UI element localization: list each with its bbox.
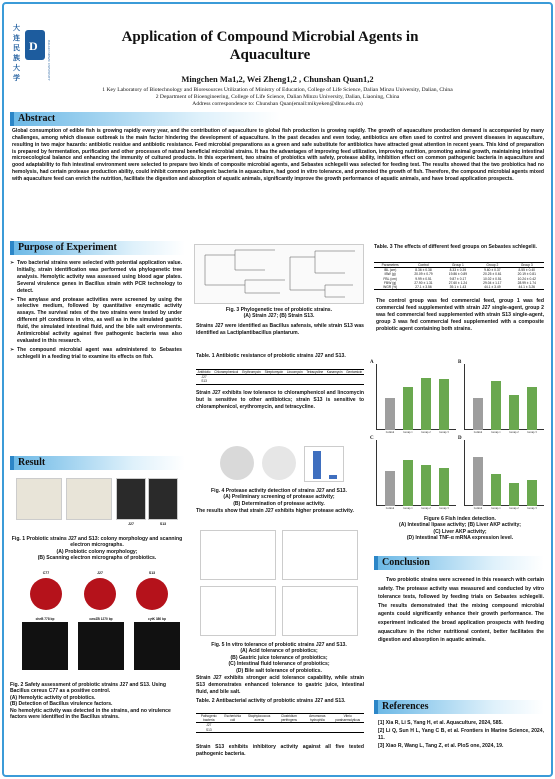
poster-title: Application of Compound Microbial Agents in Aquaculture: [121, 29, 419, 63]
table1: Antibiotic Chloramphenicol Erythromycin Streptomycin Lincomycin Tetracycline Kanamycin Gentamicin J27 S13: [197, 370, 363, 384]
table-header-cell: Kanamycin: [326, 370, 343, 374]
fig6-panel-c: [370, 436, 456, 510]
references-header: References: [374, 700, 544, 714]
fig6-bar: [473, 398, 483, 430]
fig6-bar: [385, 471, 395, 506]
fig2-plate-s13: [136, 578, 168, 610]
fig4-caption: Fig. 4 Protease activity detection of strains J27 and S13. (A) Preliminary screening of protease activity; (B) Determination of protease activity.: [211, 488, 347, 507]
fig2-gel-label: cwoZB 1270 bp: [89, 617, 113, 621]
fig6-bar: [421, 378, 431, 430]
fig2-gel-label: cheB 778 bp: [35, 617, 55, 621]
fig6-bar: [509, 483, 519, 506]
fig6-panel-label: C: [370, 436, 374, 441]
fig1-label-j27: J27: [128, 522, 134, 526]
svg-text:大: 大: [13, 64, 20, 72]
fig6-tick-label: Group 1: [491, 507, 501, 510]
fig6-panel-label: D: [458, 436, 462, 441]
affiliation-1: 1 Key Laboratory of Biotechnology and Bioresources Utilization of Ministry of Education, College of Life Science, Dalian Minzu University, Dalian, China: [102, 87, 453, 93]
table-header-cell: Staphylococcus aureus: [244, 714, 275, 723]
fig6-tick-label: Control: [385, 507, 395, 510]
table3-caption: Table. 3 The effects of different feed groups on Sebastes schlegelii.: [374, 244, 537, 250]
svg-text:民: 民: [13, 44, 20, 52]
purpose-header: Purpose of Experiment: [10, 241, 185, 255]
fig6-caption: Figure 6 Fish index detection. (A) Intestinal lipase activity; (B) Liver AKP activity; (C) Liver AKP activity; (D) Intestinal TNF-α mRNA expression level.: [399, 516, 521, 542]
fig2-gel-cwozb: [78, 622, 124, 670]
fig6-tick-label: Control: [473, 507, 483, 510]
table-row: FBW (g) 27.90 ± 1.31 27.60 ± 1.24 29.04 ± 1.17 28.99 ± 1.74: [384, 280, 536, 285]
fig6-tick-label: Control: [473, 431, 483, 434]
fig2-plate-j27: [84, 578, 116, 610]
fig2-gel-cheb: [22, 622, 68, 670]
fig6-tick-label: Control: [385, 431, 395, 434]
svg-text:连: 连: [13, 34, 20, 42]
fig1-sem-j27: [116, 478, 146, 520]
references-list: [378, 720, 544, 750]
fig2-plate-c77: [30, 578, 62, 610]
reference-item: [2] Li Q, Sun H L, Yang C B, et al. Frontiers in Marine Science, 2024, 11.: [378, 727, 544, 742]
reference-item: [3] Xiao R, Wang L, Tang Z, et al. PloS one, 2024, 19.: [378, 742, 504, 749]
table-header-cell: Parameters: [374, 263, 406, 268]
fig6-bar: [491, 474, 501, 506]
table-header-cell: Chloramphenicol: [212, 370, 240, 375]
fig1-colony-s13: [66, 478, 112, 520]
fig6-bar: [403, 387, 413, 431]
fig2-plate-label: C77: [42, 571, 50, 575]
fig6-tick-label: Group 1: [403, 507, 413, 510]
table-row: IBL (cm) 8.36 ± 0.38 8.33 ± 0.39 9.60 ± 0.37 8.55 ± 0.40: [383, 268, 536, 273]
result-header: Result: [10, 456, 185, 470]
table1-caption: Table. 1 Antibiotic resistance of probiotic strains J27 and S13.: [196, 353, 346, 359]
fig6-tick-label: Group 2: [421, 507, 431, 510]
table2-text: Strain S13 exhibits inhibitory activity against all five tested pathogenic bacteria.: [196, 744, 364, 757]
fig6-tick-label: Group 2: [509, 507, 519, 510]
fig3-phylogenetic-tree: [194, 244, 364, 304]
conclusion-header: Conclusion: [374, 556, 544, 570]
fig6-bar: [385, 398, 395, 430]
table-header-cell: Lincomycin: [286, 370, 303, 374]
fig6-bar: [439, 379, 449, 430]
fig6-charts: [370, 360, 546, 510]
fig6-tick-label: Group 1: [491, 431, 501, 434]
authors: Mingchen Ma1,2, Wei Zheng1,2 , Chunshan Quan1,2: [181, 74, 374, 84]
purpose-item: ➢ The compound microbial agent was administered to Sebastes schlegelii in a feeding trial to examine its effects on fish.: [10, 346, 182, 360]
svg-text:族: 族: [13, 54, 20, 62]
fig2-caption: Fig. 2 Safety assessment of probiotic strains J27 and S13. Using Bacillus cereus C77 as a positive control. (A) Hemolytic activity of probiotics. (B) Detection of Bacillus virulence factors. No hemolytic activity was detected in the strains, and no virulence factors were identified in the Bacillus strains.: [10, 682, 171, 721]
svg-text:大: 大: [13, 24, 20, 32]
conclusion-text: Two probiotic strains were screened in this research with certain safety. The protease activity was measured and conducted by vitro tolerance tests, followed by feeding trials on Sebastes schlegelii. The results demonstrated that the mixing compound microbial agents could significantly enhance their growth performance. The experiment indicated the broad application prospects with feeding aquaculture in the richer nutritional content, better facilitates the digestion and absorption in aquatic animals.: [378, 577, 544, 644]
svg-text:学: 学: [13, 74, 20, 82]
fig3-caption: Fig. 3 Phylogenetic tree of probiotic strains. (A) Strain J27; (B) Strain S13.: [225, 307, 333, 320]
table3: [374, 262, 544, 290]
fig2-plate-label: J27: [97, 571, 103, 575]
fig5-tolerance-charts: [200, 530, 360, 638]
fig6-bar: [473, 457, 483, 506]
svg-text:DALIAN MINZU UNIVERSITY: DALIAN MINZU UNIVERSITY: [47, 40, 51, 81]
fig4-protease-chart: [304, 446, 344, 482]
svg-text:D: D: [29, 39, 38, 53]
abstract-header: Abstract: [10, 112, 280, 126]
fig5-caption: Fig. 5 In vitro tolerance of probiotic strains J27 and S13. (A) Acid tolerance of probiotics; (B) Gastric juice tolerance of probiotics; (C) Intestinal fluid tolerance of probiotics; (D) Bile salt tolerance of probiotics.: [211, 642, 347, 674]
table-header-cell: Clostridium perfringens: [275, 714, 304, 723]
fig6-bar: [491, 381, 501, 430]
table-header-cell: Control: [406, 263, 440, 268]
purpose-list: [10, 260, 182, 361]
fig6-bar: [509, 395, 519, 430]
fig6-panel-b: [458, 360, 544, 434]
table2: Pathogenic bacteria Escherichia coli Staphylococcus aureus Clostridium perfringens Aeromonas hydrophila Vibrio parahaemolyticus J27 S13: [196, 713, 364, 733]
fig6-tick-label: Group 3: [527, 507, 537, 510]
fig6-bar: [439, 468, 449, 506]
fig6-panel-label: A: [370, 360, 374, 365]
fig6-tick-label: Group 2: [509, 431, 519, 434]
fig6-bar: [403, 460, 413, 506]
fig2-gel-cytk: [134, 622, 180, 670]
reference-item: [1] Xia R, Li S, Yang H, et al. Aquaculture, 2024, 585.: [378, 720, 503, 726]
table-header-cell: Streptomycin: [264, 370, 284, 374]
fig1-colony-j27: [16, 478, 62, 520]
table-header-cell: Pathogenic bacteria: [196, 714, 222, 723]
fig4-plate-j27: [220, 446, 254, 480]
fig6-bar: [527, 387, 537, 431]
fig6-tick-label: Group 2: [421, 431, 431, 434]
table1-text: Strain J27 exhibits low tolerance to chloramphenicol and lincomycin but is sensitive to other antibiotics; strain S13 is sensitive to chloramphenicol, erythromycin, and tetracycline.: [196, 390, 364, 410]
table-header-cell: Gentamicin: [346, 370, 363, 374]
fig1-caption: Fig. 1 Probiotic strains J27 and S13: colony morphology and scanning electron micrographs. (A) Probiotic colony morphology; (B) Scanning electron micrographs of probiotics.: [11, 536, 183, 562]
purpose-item: ➢ Two bacterial strains were selected with potential application value. Initially, strain identification was performed via phylogenetic tree analysis. Hemolytic activity was assessed using blood agar plates. Several virulence genes in Bacillus strain with PCR technology to detect.: [10, 260, 182, 294]
table-header-cell: Aeromonas hydrophila: [303, 714, 331, 723]
table-row: IBW (g) 20.09 ± 0.79 19.86 ± 0.89 20.25 ± 0.61 20.19 ± 0.81: [384, 272, 536, 277]
table-header-cell: Escherichia coli: [222, 714, 244, 723]
fig1-label-s13: S13: [159, 522, 167, 526]
table-header-cell: Vibrio parahaemolyticus: [331, 714, 364, 723]
table-row: FBL (cm) 9.99 ± 0.51 9.87 ± 0.17 10.02 ± 0.51 10.24 ± 0.42: [383, 276, 536, 281]
table2-caption: Table. 2 Antibacterial activity of probiotic strains J27 and S13.: [196, 698, 346, 704]
fig6-bar: [421, 465, 431, 506]
fig6-tick-label: Group 3: [527, 431, 537, 434]
fig6-bar: [527, 480, 537, 506]
table-header-cell: Group 3: [510, 263, 544, 268]
table-header-cell: Tetracycline: [306, 370, 324, 374]
fig2-plate-label: S13: [148, 571, 156, 575]
abstract-text: Global consumption of edible fish is growing rapidly every year, and the contribution of aquaculture to global fish production is growing rapidly. The growth of aquaculture production demand is accompanied by many challenges, among which disease outbreak is the main factor hindering the development of aquaculture. In the past decades and even today, antibiotics are often used to control and prevent diseases in aquaculture, resulting in two major hazards: antibiotic residue and antibiotic resistance. Feed microbial preparations as a green and safe substitute for antibiotics have attracted great attention in recent years. This kind of preparation is prepared by fermentation, purification and other processes of natural beneficial microbial strains. It has the advantages of improving feed utilization, improving nutrition, promoting animal growth, maintaining intestinal microecological balance and enhancing the immunity of cultured products. In this experiment, two strains of probiotics with safety, protease ability, inhibition effect on common pathogenic bacteria in aquaculture and good adaptability to fish intestinal environment were selected to prepare two kinds of composite microbial agents, and Sebastes schlegelii was selected for feeding test. The results showed that the two probiotics had no hemolysis, had certain protease production ability, could inhibit common pathogenic bacteria in aquaculture, had good in vitro tolerance, and promoted the growth of fish. Therefore, the compound microbial agents mixed with aquaculture feed can enrich the nutrition, facilitate the digestion and absorption of aquatic animals, significantly improve the growth performance of aquatic animals, and have broad application prospects.: [12, 128, 544, 182]
fig3-text: Strains J27 were identified as Bacillus safensis, while strain S13 was identified as Lactiplantibacillus plantarum.: [196, 323, 364, 336]
fig6-panel-a: [370, 360, 456, 434]
table-header-cell: Group 1: [441, 263, 475, 268]
fig6-tick-label: Group 3: [439, 507, 449, 510]
table-row: WGR (%) 27.1 ± 3.56 39.1 ± 1.43 44.1 ± 3.49 44.1 ± 3.26: [383, 285, 536, 290]
fig2-gel-label: cytK 380 bp: [148, 617, 166, 621]
fig6-tick-label: Group 3: [439, 431, 449, 434]
table-header-cell: Erythromycin: [242, 370, 261, 374]
fig4-text: The results show that strain J27 exhibits higher protease activity.: [196, 508, 354, 514]
feed-text: The control group was fed commercial feed, group 1 was fed commercial feed supplemented with strain J27 single-agent, group 2 was fed commercial feed supplemented with strain S13 single-agent, group 3 was fed commercial feed supplemented with a composite probiotic agent containing both strains.: [376, 298, 544, 332]
table-header-cell: Antibiotic: [197, 370, 211, 374]
correspondence: Address correspondence to: Chunshan Quan(email:mikyeken@dlnu.edu.cn): [192, 101, 363, 107]
fig1-sem-s13: [148, 478, 178, 520]
fig6-panel-d: [458, 436, 544, 510]
affiliation-2: 2 Department of Bioengineering, College of Life Science, Dalian Minzu University, Dalian, Liaoning, China: [155, 94, 400, 100]
fig6-panel-label: B: [458, 360, 462, 365]
fig5-text: Strain J27 exhibits stronger acid tolerance capability, while strain S13 demonstrates enhanced tolerance to gastric juice, intestinal fluid, and bile salt.: [196, 675, 364, 695]
purpose-item: ➢ The amylase and protease activities were screened by using the selective medium, followed by quantitative enzymatic activity assays. The survival rates of the two strains were tested by under different pH conditions in vitro, as well as in the simulated gastric fluid, the simulated intestinal fluid, and the bile salt environments. Antimicrobial activity against five pathogenic bacteria was also evaluated in this research.: [10, 296, 182, 344]
table-header-cell: Group 2: [475, 263, 509, 268]
fig6-tick-label: Group 1: [403, 431, 413, 434]
fig4-plate-s13: [262, 446, 296, 480]
